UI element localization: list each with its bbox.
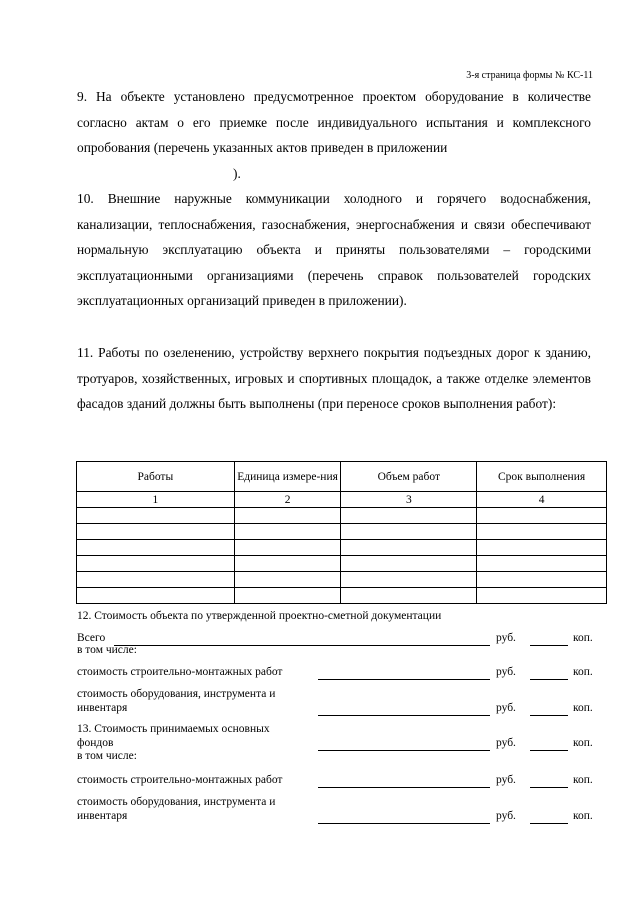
header-works: Работы bbox=[77, 462, 235, 492]
equipment-cost-row bbox=[77, 702, 597, 716]
construction-rub-field[interactable] bbox=[318, 666, 490, 680]
table-cell[interactable] bbox=[77, 572, 235, 588]
table-cell[interactable] bbox=[77, 508, 235, 524]
section-12-title: 12. Стоимость объекта по утвержденной проектно-сметной документации bbox=[77, 610, 442, 622]
kop-label: коп. bbox=[573, 737, 593, 749]
construction-kop-field[interactable] bbox=[530, 666, 568, 680]
assets-construction-rub-field[interactable] bbox=[318, 774, 490, 788]
section-10-text: 10. Внешние наружные коммуникации холодного и горячего водоснабжения, канализации, теплоснабжения, газоснабжения, энергоснабжения и связи обеспечивают нормальную эксплуатацию объекта и приняты пользователями – городскими эксплуатационными организациями (перечень справок пользователей городских эксплуатационных организаций приведен в приложении). bbox=[77, 191, 591, 308]
fixed-assets-row bbox=[77, 737, 597, 751]
rub-label: руб. bbox=[496, 810, 516, 822]
kop-label: коп. bbox=[573, 774, 593, 786]
table-cell[interactable] bbox=[234, 588, 341, 604]
equipment-kop-field[interactable] bbox=[530, 702, 568, 716]
works-table bbox=[76, 461, 607, 604]
section-11 bbox=[77, 340, 591, 417]
table-cell[interactable] bbox=[341, 524, 477, 540]
column-number: 4 bbox=[477, 492, 607, 508]
table-cell[interactable] bbox=[234, 540, 341, 556]
column-number: 3 bbox=[341, 492, 477, 508]
section-13-including: в том числе: bbox=[77, 750, 137, 762]
equipment-label-line-2: инвентаря bbox=[77, 702, 128, 714]
table-row bbox=[77, 572, 607, 588]
assets-construction-row bbox=[77, 774, 597, 788]
kop-label: коп. bbox=[573, 702, 593, 714]
rub-label: руб. bbox=[496, 666, 516, 678]
table-cell[interactable] bbox=[234, 508, 341, 524]
section-12-including: в том числе: bbox=[77, 644, 137, 656]
table-cell[interactable] bbox=[477, 588, 607, 604]
equipment-rub-field[interactable] bbox=[318, 702, 490, 716]
table-cell[interactable] bbox=[234, 524, 341, 540]
section-13-title-line-1: 13. Стоимость принимаемых основных bbox=[77, 723, 270, 735]
cost-section bbox=[77, 608, 597, 833]
table-cell[interactable] bbox=[477, 524, 607, 540]
section-9-text: 9. На объекте установлено предусмотренное проектом оборудование в количестве согласно актам о его приемке после индивидуального испытания и комплексного опробования (перечень указанных актов приведен в приложении bbox=[77, 89, 591, 155]
table-row bbox=[77, 556, 607, 572]
table-cell[interactable] bbox=[477, 556, 607, 572]
construction-cost-row bbox=[77, 666, 597, 680]
table-cell[interactable] bbox=[341, 556, 477, 572]
total-label: Всего bbox=[77, 632, 106, 644]
table-cell[interactable] bbox=[77, 540, 235, 556]
section-10 bbox=[77, 186, 591, 314]
table-row bbox=[77, 540, 607, 556]
section-9 bbox=[77, 84, 591, 186]
equipment-label-line-1: стоимость оборудования, инструмента и bbox=[77, 688, 276, 700]
header-deadline: Срок выполнения bbox=[477, 462, 607, 492]
section-11-text: 11. Работы по озеленению, устройству верхнего покрытия подъездных дорог к зданию, тротуаров, хозяйственных, игровых и спортивных площадок, а также отделке элементов фасадов зданий должны быть выполнены (при переносе сроков выполнения работ): bbox=[77, 345, 591, 411]
rub-label: руб. bbox=[496, 737, 516, 749]
header-volume: Объем работ bbox=[341, 462, 477, 492]
assets-equipment-label-line-1: стоимость оборудования, инструмента и bbox=[77, 796, 276, 808]
rub-label: руб. bbox=[496, 702, 516, 714]
assets-equipment-row bbox=[77, 810, 597, 824]
table-cell[interactable] bbox=[234, 572, 341, 588]
table-cell[interactable] bbox=[341, 572, 477, 588]
assets-equipment-kop-field[interactable] bbox=[530, 810, 568, 824]
table-cell[interactable] bbox=[77, 588, 235, 604]
construction-label: стоимость строительно-монтажных работ bbox=[77, 666, 283, 678]
kop-label: коп. bbox=[573, 810, 593, 822]
column-number: 1 bbox=[77, 492, 235, 508]
assets-equipment-rub-field[interactable] bbox=[318, 810, 490, 824]
form-page-note: 3-я страница формы № КС-11 bbox=[466, 70, 593, 81]
rub-label: руб. bbox=[496, 774, 516, 786]
table-cell[interactable] bbox=[341, 540, 477, 556]
table-cell[interactable] bbox=[477, 540, 607, 556]
kop-label: коп. bbox=[573, 666, 593, 678]
assets-construction-label: стоимость строительно-монтажных работ bbox=[77, 774, 283, 786]
rub-label: руб. bbox=[496, 632, 516, 644]
section-9-closing: ). bbox=[233, 165, 241, 181]
section-13-title-line-2: фондов bbox=[77, 737, 114, 749]
table-row bbox=[77, 588, 607, 604]
table-cell[interactable] bbox=[477, 572, 607, 588]
table-cell[interactable] bbox=[341, 508, 477, 524]
kop-label: коп. bbox=[573, 632, 593, 644]
table-row bbox=[77, 524, 607, 540]
fixed-assets-kop-field[interactable] bbox=[530, 737, 568, 751]
table-cell[interactable] bbox=[341, 588, 477, 604]
table-cell[interactable] bbox=[234, 556, 341, 572]
column-number: 2 bbox=[234, 492, 341, 508]
header-unit: Единица измере-ния bbox=[234, 462, 341, 492]
fixed-assets-rub-field[interactable] bbox=[318, 737, 490, 751]
table-cell[interactable] bbox=[477, 508, 607, 524]
table-cell[interactable] bbox=[77, 524, 235, 540]
assets-equipment-label-line-2: инвентаря bbox=[77, 810, 128, 822]
assets-construction-kop-field[interactable] bbox=[530, 774, 568, 788]
table-cell[interactable] bbox=[77, 556, 235, 572]
table-row bbox=[77, 508, 607, 524]
